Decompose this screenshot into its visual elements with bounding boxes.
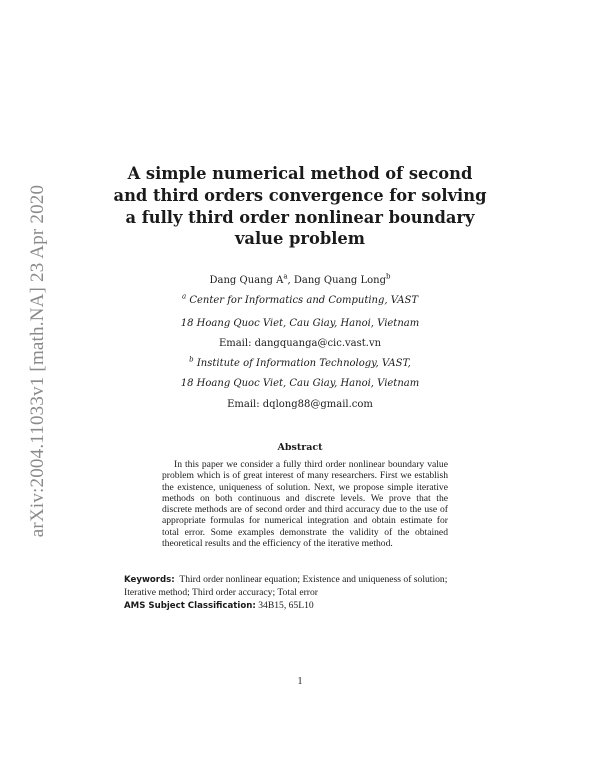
affiliation-b-address: 18 Hoang Quoc Viet, Cau Giay, Hanoi, Vietnam bbox=[180, 378, 420, 389]
keywords-section bbox=[124, 574, 476, 598]
page-number: 1 bbox=[297, 676, 303, 687]
ams-classification-section bbox=[124, 600, 476, 613]
ams-classification-codes: 34B15, 65L10 bbox=[258, 600, 314, 611]
ams-classification-label: AMS Subject Classification: bbox=[124, 601, 256, 611]
affiliation-a-institute: Center for Informatics and Computing, VAST bbox=[189, 295, 419, 306]
paper-title: A simple numerical method of second and third orders convergence for solving a fully third order nonlinear boundary value problem bbox=[113, 164, 487, 249]
affiliation-b-email: Email: dqlong88@gmail.com bbox=[227, 399, 373, 410]
abstract-heading: Abstract bbox=[277, 442, 323, 453]
author-1-name: Dang Quang A bbox=[209, 275, 284, 286]
affiliation-a-email: Email: dangquanga@cic.vast.vn bbox=[218, 338, 382, 349]
arxiv-identifier: arXiv:2004.11033v1 [math.NA] 23 Apr 2020 bbox=[27, 184, 49, 538]
arxiv-sidebar-stamp bbox=[26, 176, 50, 546]
abstract-body: In this paper we consider a fully third order nonlinear boundary value problem which is of great interest of many researchers. First we establish the existence, uniqueness of solution. Next, we propose simple iterative methods on both continuous and discrete levels. We prove that the discrete methods are of second order and third accuracy due to the use of appropriate formulas for numerical integration and obtain estimate for total error. Some examples demonstrate the validity of the obtained theoretical results and the efficiency of the iterative method. bbox=[162, 459, 448, 550]
affiliation-b-mark: b bbox=[189, 355, 194, 364]
affiliation-a-address: 18 Hoang Quoc Viet, Cau Giay, Hanoi, Vietnam bbox=[180, 318, 420, 329]
author-separator: , bbox=[287, 275, 294, 286]
keywords-label: Keywords: bbox=[124, 575, 175, 585]
keywords-text: Third order nonlinear equation; Existence and uniqueness of solution; Iterative method; Third order accuracy; Total error bbox=[124, 574, 448, 598]
author-2-name: Dang Quang Long bbox=[293, 275, 387, 286]
affiliation-a-mark: a bbox=[181, 292, 187, 301]
affiliation-a-institute-line bbox=[150, 294, 450, 308]
author-1-affiliation-mark: a bbox=[283, 272, 288, 281]
affiliation-b-institute-line bbox=[150, 357, 450, 371]
author-2-affiliation-mark: b bbox=[386, 272, 391, 281]
affiliation-b-institute: Institute of Information Technology, VAST, bbox=[196, 358, 411, 369]
author-line bbox=[150, 274, 450, 288]
